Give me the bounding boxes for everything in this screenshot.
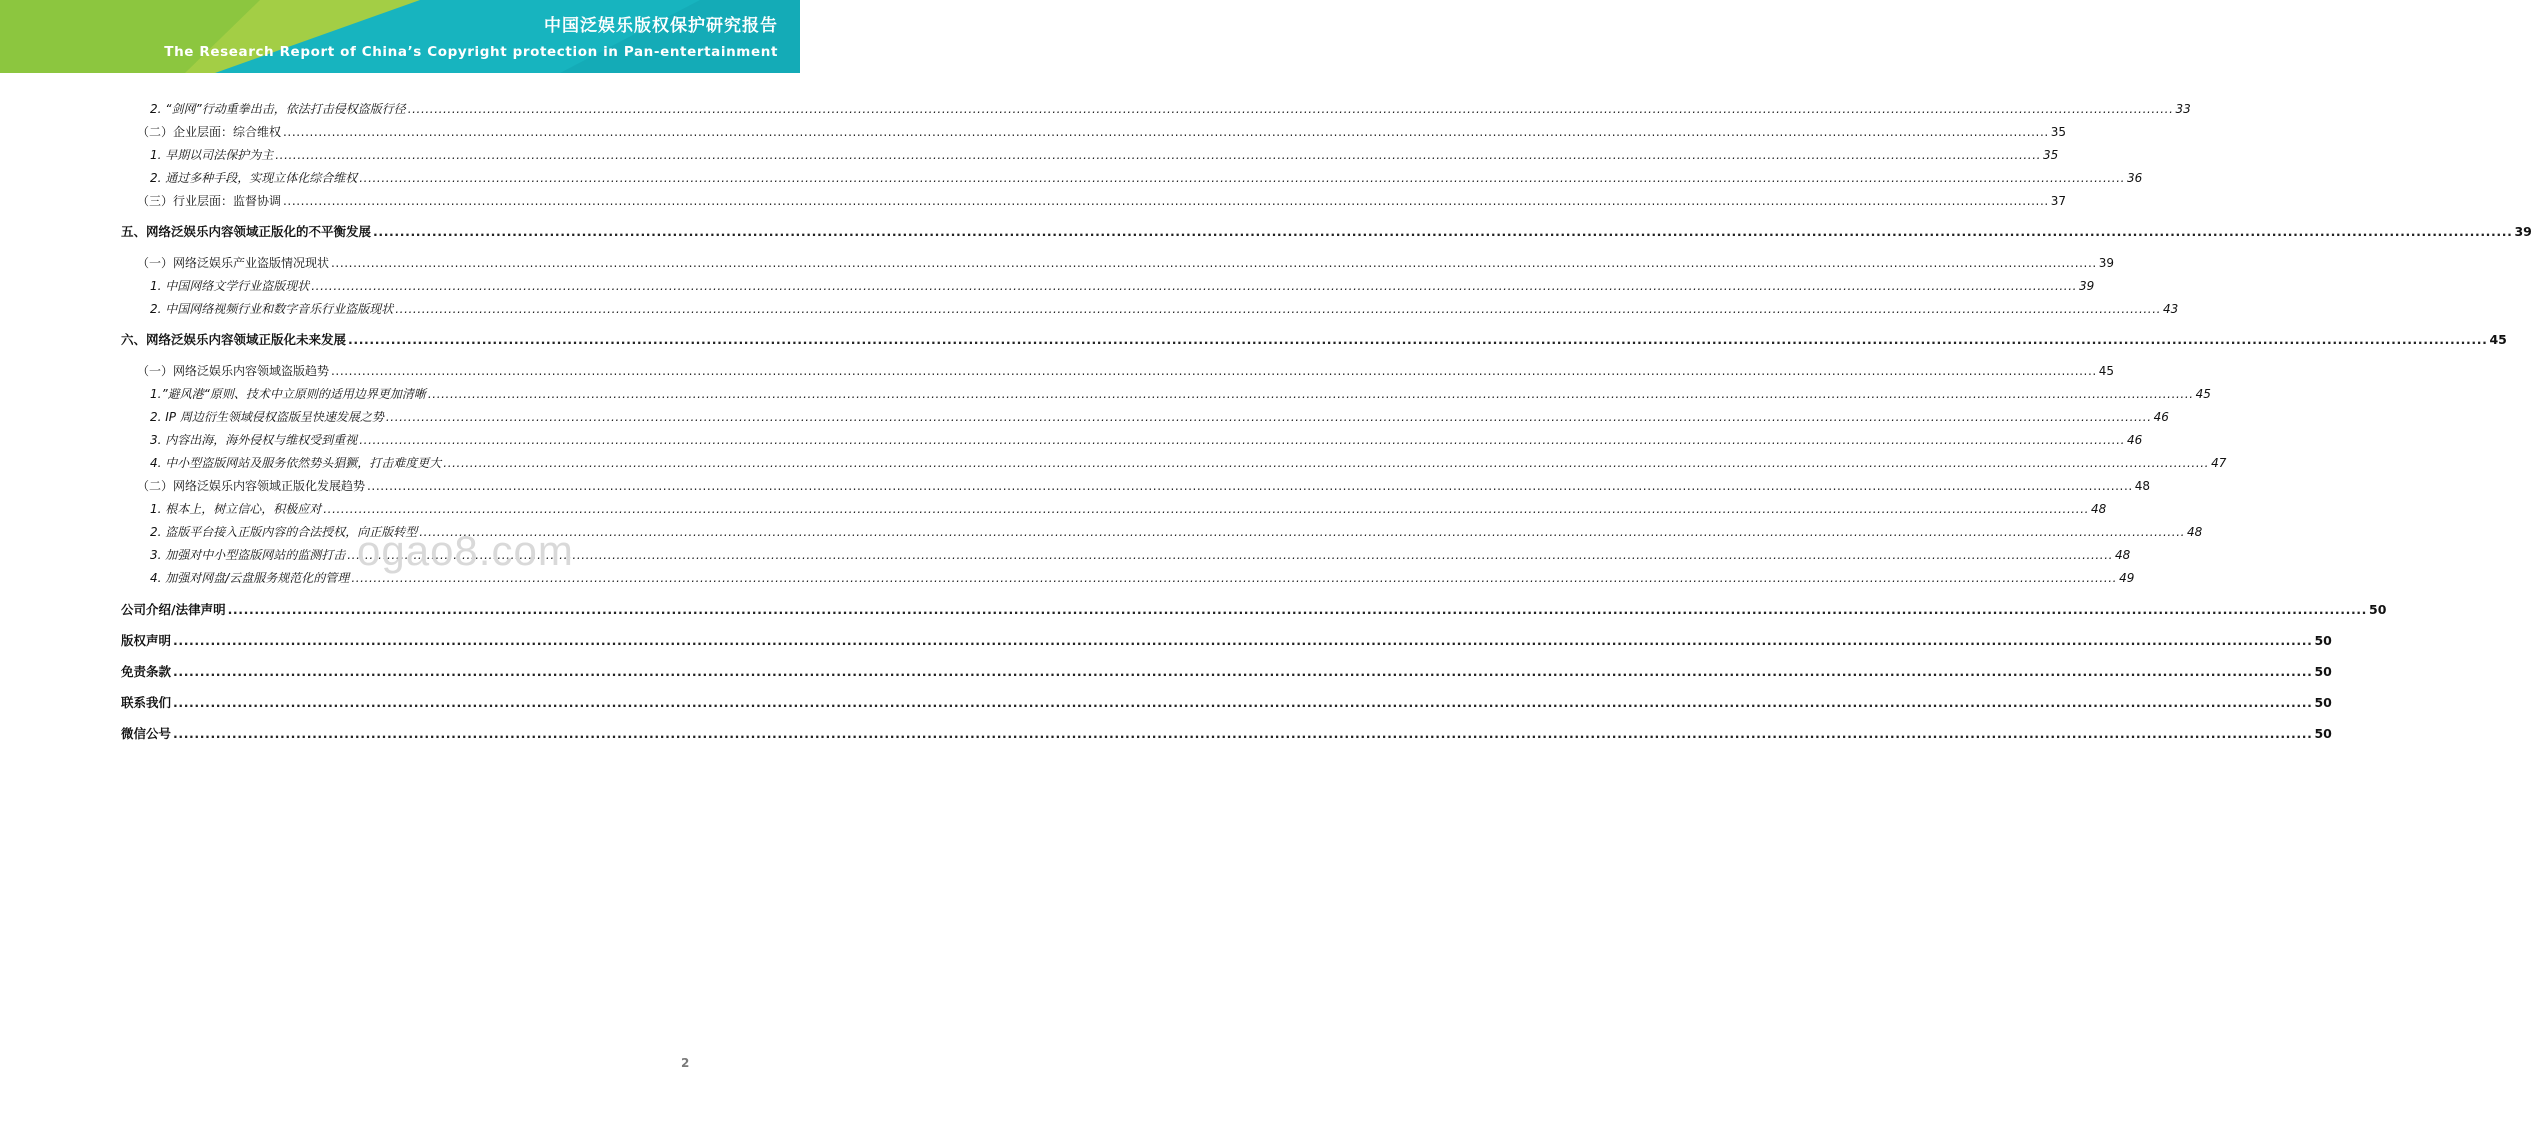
toc-entry-label: 2. 盗版平台接入正版内容的合法授权，向正版转型 bbox=[150, 525, 418, 539]
toc-entry-page: 49 bbox=[2119, 571, 2135, 585]
toc-entry-label: （三）行业层面：监督协调 bbox=[137, 194, 282, 208]
toc-entry[interactable] bbox=[121, 629, 2332, 649]
toc-entry-label: 六、网络泛娱乐内容领域正版化未来发展 bbox=[121, 332, 347, 347]
toc-dot-leader: ................................................................................................................................................................................................................................................................................................................................................................................................................ bbox=[385, 410, 2152, 424]
toc-dot-leader: ................................................................................................................................................................................................................................................................................................................................................................................................................ bbox=[367, 479, 2133, 493]
toc-dot-leader: ................................................................................................................................................................................................................................................................................................................................................................................................................ bbox=[311, 279, 2078, 293]
toc-entry[interactable] bbox=[150, 451, 2227, 471]
toc-entry-label: （二）企业层面：综合维权 bbox=[137, 125, 282, 139]
toc-entry-page: 48 bbox=[2134, 479, 2151, 493]
toc-entry-label: 1.”避风港“原则、技术中立原则的适用边界更加清晰 bbox=[150, 387, 426, 401]
toc-entry[interactable] bbox=[150, 97, 2191, 117]
toc-entry-label: 微信公号 bbox=[121, 726, 172, 741]
toc-entry-label: 联系我们 bbox=[121, 695, 172, 710]
toc-entry[interactable] bbox=[121, 220, 2532, 240]
toc-dot-leader: ................................................................................................................................................................................................................................................................................................................................................................................................................ bbox=[275, 148, 2042, 162]
toc-entry-label: 1. 中国网络文学行业盗版现状 bbox=[150, 279, 310, 293]
report-title: 中国泛娱乐版权保护研究报告 bbox=[544, 16, 778, 36]
toc-entry-page: 39 bbox=[2098, 256, 2115, 270]
toc-entry-page: 45 bbox=[2195, 387, 2211, 401]
toc-entry-page: 37 bbox=[2050, 194, 2067, 208]
toc-entry[interactable] bbox=[150, 497, 2107, 517]
toc-entry[interactable] bbox=[150, 428, 2143, 448]
toc-entry-page: 47 bbox=[2211, 456, 2227, 470]
toc-entry-page: 39 bbox=[2514, 224, 2532, 239]
toc-dot-leader: ................................................................................................................................................................................................................................................................................................................................................................................................................ bbox=[373, 224, 2513, 239]
toc-entry-label: （一）网络泛娱乐内容领域盗版趋势 bbox=[137, 364, 330, 378]
toc-entry-page: 46 bbox=[2153, 410, 2169, 424]
toc-entry-page: 50 bbox=[2369, 602, 2387, 617]
toc-dot-leader: ................................................................................................................................................................................................................................................................................................................................................................................................................ bbox=[283, 194, 2049, 208]
toc-dot-leader: ................................................................................................................................................................................................................................................................................................................................................................................................................ bbox=[407, 102, 2174, 116]
toc-entry[interactable] bbox=[137, 474, 2151, 494]
toc-dot-leader: ................................................................................................................................................................................................................................................................................................................................................................................................................ bbox=[347, 548, 2114, 562]
toc-entry-page: 48 bbox=[2187, 525, 2203, 539]
header-text bbox=[164, 14, 778, 63]
toc-entry-page: 45 bbox=[2098, 364, 2115, 378]
toc-entry-page: 50 bbox=[2314, 695, 2332, 710]
toc-dot-leader: ................................................................................................................................................................................................................................................................................................................................................................................................................ bbox=[173, 633, 2313, 648]
toc-dot-leader: ................................................................................................................................................................................................................................................................................................................................................................................................................ bbox=[427, 387, 2194, 401]
toc-entry-label: 2. IP 周边衍生领域侵权盗版呈快速发展之势 bbox=[150, 410, 384, 424]
toc-entry[interactable] bbox=[121, 598, 2387, 618]
toc-entry[interactable] bbox=[121, 722, 2332, 742]
toc-entry[interactable] bbox=[137, 189, 2067, 209]
report-subtitle: The Research Report of China’s Copyright protection in Pan-entertainment bbox=[164, 44, 778, 60]
toc-entry-page: 35 bbox=[2050, 125, 2067, 139]
page-number: 2 bbox=[681, 1056, 690, 1070]
toc-entry[interactable] bbox=[150, 382, 2211, 402]
toc-entry[interactable] bbox=[137, 359, 2115, 379]
toc-entry[interactable] bbox=[150, 297, 2179, 317]
toc-entry[interactable] bbox=[150, 405, 2169, 425]
toc-entry-page: 50 bbox=[2314, 726, 2332, 741]
toc-dot-leader: ................................................................................................................................................................................................................................................................................................................................................................................................................ bbox=[419, 525, 2186, 539]
toc-entry-label: 公司介绍/法律声明 bbox=[121, 602, 226, 617]
toc-dot-leader: ................................................................................................................................................................................................................................................................................................................................................................................................................ bbox=[331, 256, 2097, 270]
toc-entry-page: 48 bbox=[2115, 548, 2131, 562]
toc-entry-label: 2. “剑网”行动重拳出击，依法打击侵权盗版行径 bbox=[150, 102, 406, 116]
toc-entry-page: 50 bbox=[2314, 633, 2332, 648]
toc-dot-leader: ................................................................................................................................................................................................................................................................................................................................................................................................................ bbox=[351, 571, 2118, 585]
toc-entry-label: 2. 通过多种手段，实现立体化综合维权 bbox=[150, 171, 358, 185]
toc-dot-leader: ................................................................................................................................................................................................................................................................................................................................................................................................................ bbox=[173, 664, 2313, 679]
toc-dot-leader: ................................................................................................................................................................................................................................................................................................................................................................................................................ bbox=[359, 171, 2126, 185]
toc-entry[interactable] bbox=[121, 328, 2507, 348]
toc-entry[interactable] bbox=[121, 660, 2332, 680]
toc-entry[interactable] bbox=[150, 143, 2059, 163]
toc-entry-label: （一）网络泛娱乐产业盗版情况现状 bbox=[137, 256, 330, 270]
toc-entry-label: 版权声明 bbox=[121, 633, 172, 648]
toc-dot-leader: ................................................................................................................................................................................................................................................................................................................................................................................................................ bbox=[348, 332, 2488, 347]
toc-entry-label: 2. 中国网络视频行业和数字音乐行业盗版现状 bbox=[150, 302, 394, 316]
toc-entry[interactable] bbox=[150, 274, 2095, 294]
toc-entry-label: （二）网络泛娱乐内容领域正版化发展趋势 bbox=[137, 479, 366, 493]
toc-dot-leader: ................................................................................................................................................................................................................................................................................................................................................................................................................ bbox=[359, 433, 2126, 447]
toc-entry-label: 1. 根本上，树立信心，积极应对 bbox=[150, 502, 322, 516]
toc-entry-label: 免责条款 bbox=[121, 664, 172, 679]
toc-dot-leader: ................................................................................................................................................................................................................................................................................................................................................................................................................ bbox=[173, 695, 2313, 710]
toc-dot-leader: ................................................................................................................................................................................................................................................................................................................................................................................................................ bbox=[173, 726, 2313, 741]
toc-entry-label: 3. 加强对中小型盗版网站的监测打击 bbox=[150, 548, 346, 562]
toc-entry-page: 36 bbox=[2127, 171, 2143, 185]
toc-dot-leader: ................................................................................................................................................................................................................................................................................................................................................................................................................ bbox=[227, 602, 2367, 617]
toc-entry[interactable] bbox=[137, 120, 2067, 140]
toc-entry-page: 33 bbox=[2175, 102, 2191, 116]
toc-entry-page: 48 bbox=[2091, 502, 2107, 516]
toc-entry-label: 五、网络泛娱乐内容领域正版化的不平衡发展 bbox=[121, 224, 372, 239]
toc-dot-leader: ................................................................................................................................................................................................................................................................................................................................................................................................................ bbox=[323, 502, 2090, 516]
toc-entry-page: 45 bbox=[2489, 332, 2507, 347]
toc-entry-label: 4. 加强对网盘/云盘服务规范化的管理 bbox=[150, 571, 350, 585]
toc-entry-label: 4. 中小型盗版网站及服务依然势头猖獗，打击难度更大 bbox=[150, 456, 442, 470]
toc-entry-page: 50 bbox=[2314, 664, 2332, 679]
toc-entry-page: 46 bbox=[2127, 433, 2143, 447]
toc-entry-label: 1. 早期以司法保护为主 bbox=[150, 148, 274, 162]
toc-entry-page: 39 bbox=[2079, 279, 2095, 293]
toc-entry-page: 43 bbox=[2163, 302, 2179, 316]
toc-entry-label: 3. 内容出海，海外侵权与维权受到重视 bbox=[150, 433, 358, 447]
toc-dot-leader: ................................................................................................................................................................................................................................................................................................................................................................................................................ bbox=[331, 364, 2097, 378]
toc-dot-leader: ................................................................................................................................................................................................................................................................................................................................................................................................................ bbox=[283, 125, 2049, 139]
toc-dot-leader: ................................................................................................................................................................................................................................................................................................................................................................................................................ bbox=[395, 302, 2162, 316]
watermark: ogao8.com bbox=[357, 527, 574, 574]
toc-entry[interactable] bbox=[137, 251, 2115, 271]
toc-entry-page: 35 bbox=[2043, 148, 2059, 162]
toc-entry[interactable] bbox=[150, 166, 2143, 186]
toc-entry[interactable] bbox=[121, 691, 2332, 711]
toc-dot-leader: ................................................................................................................................................................................................................................................................................................................................................................................................................ bbox=[443, 456, 2210, 470]
